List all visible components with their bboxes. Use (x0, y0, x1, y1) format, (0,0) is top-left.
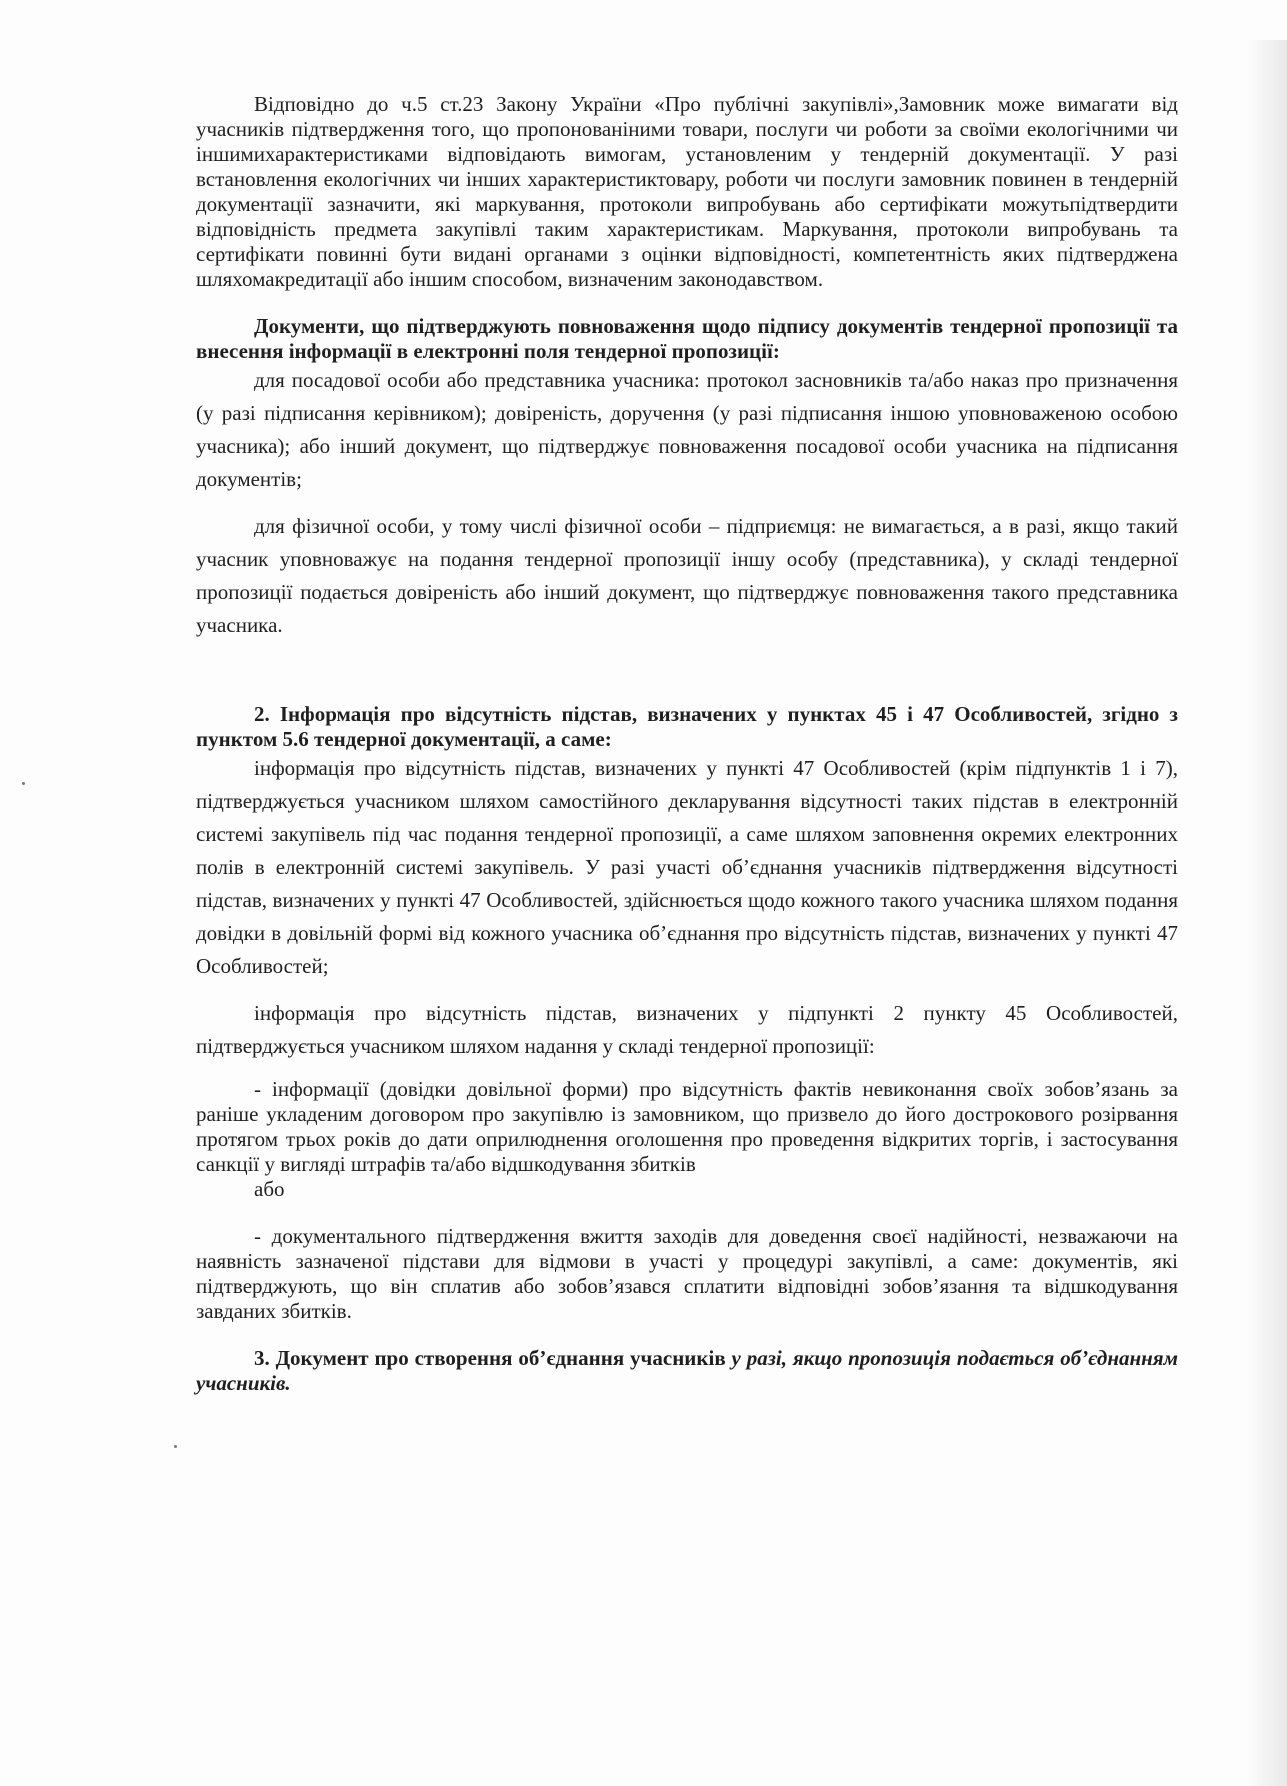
paragraph-info-point-45: інформація про відсутність підстав, визначених у підпункті 2 пункту 45 Особливостей, підтверджується учасником шляхом надання у складі тендерної пропозиції: (196, 1001, 1178, 1058)
paragraph-info-point-47: інформація про відсутність підстав, визначених у пункті 47 Особливостей (крім підпунктів 1 і 7), підтверджується учасником шляхом самостійного декларування відсутності таких підстав в електронній системі закупівель під час подання тендерної пропозиції, а саме шляхом заповнення окремих електронних полів в електронній системі закупівель. У разі участі об’єднання учасників підтвердження відсутності підстав, визначених у пункті 47 Особливостей, здійснюється щодо кожного такого учасника шляхом подання довідки в довільній формі від кожного учасника об’єднання про відсутність підстав, визначених у пункті 47 Особливостей; (196, 756, 1178, 978)
paragraph-physical-person: для фізичної особи, у тому числі фізичної особи – підприємця: не вимагається, а в разі, якщо такий учасник уповноважує на подання тендерної пропозиції іншу особу (представника), у складі тендерної пропозиції подається довіреність або інший документ, що підтверджує повноваження такого представника учасника. (196, 514, 1178, 637)
heading-section-3-condition: у разі, якщо пропозиція подається об’єднанням учасників. (196, 1346, 1179, 1395)
paragraph-eco-characteristics: Відповідно до ч.5 ст.23 Закону України «Про публічні закупівлі»,Замовник може вимагати від учасників підтвердження того, що пропонованіними товари, послуги чи роботи за своїми екологічними чи іншимихарактеристиками відповідають вимогам, установленим у тендерній документації. У разі встановлення екологічних чи інших характеристиктовару, роботи чи послуги замовник повинен в тендерній документації зазначити, які маркування, протоколи випробувань або сертифікати можутьпідтвердити відповідність предмета закупівлі таким характеристикам. Маркування, протоколи випробувань та сертифікати повинні бути видані органами з оцінки відповідності, компетентність яких підтверджена шляхомакредитації або іншим способом, визначеним законодавством. (196, 92, 1178, 291)
heading-section-2: 2. Інформація про відсутність підстав, визначених у пунктах 45 і 47 Особливостей, згідно з пунктом 5.6 тендерної документації, а саме: (196, 702, 1178, 751)
list-item-documentary-proof: - документального підтвердження вжиття заходів для доведення своєї надійності, незважаючи на наявність зазначеної підстави для відмови в участі у процедурі закупівлі, а саме: документів, які підтверджують, що він сплатив або зобов’язався сплатити відповідні зобов’язання та відшкодування завданих збитків. (196, 1224, 1178, 1323)
heading-section-3 (196, 1346, 1178, 1396)
scan-speck (174, 1445, 177, 1448)
paragraph-official-representative: для посадової особи або представника учасника: протокол засновників та/або наказ про призначення (у разі підписання керівником); довіреність, доручення (у разі підписання іншою уповноваженою особою учасника); або інший документ, що підтверджує повноваження посадової особи учасника на підписання документів; (196, 368, 1178, 491)
heading-authority-documents: Документи, що підтверджують повноваження щодо підпису документів тендерної пропозиції та внесення інформації в електронні поля тендерної пропозиції: (196, 314, 1178, 363)
heading-section-3-title: 3. Документ про створення об’єднання учасників (254, 1346, 726, 1370)
list-item-info-certificate: - інформації (довідки довільної форми) про відсутність фактів невиконання своїх зобов’язань за раніше укладеним договором про закупівлю із замовником, що призвело до його дострокового розірвання протягом трьох років до дати оприлюднення оголошення про проведення відкритих торгів, і застосування санкції у вигляді штрафів та/або відшкодування збитків (196, 1077, 1178, 1176)
scan-shadow-edge (1247, 40, 1287, 1786)
document-body (196, 92, 1178, 1396)
or-separator: або (254, 1177, 285, 1201)
scan-speck (22, 782, 25, 785)
